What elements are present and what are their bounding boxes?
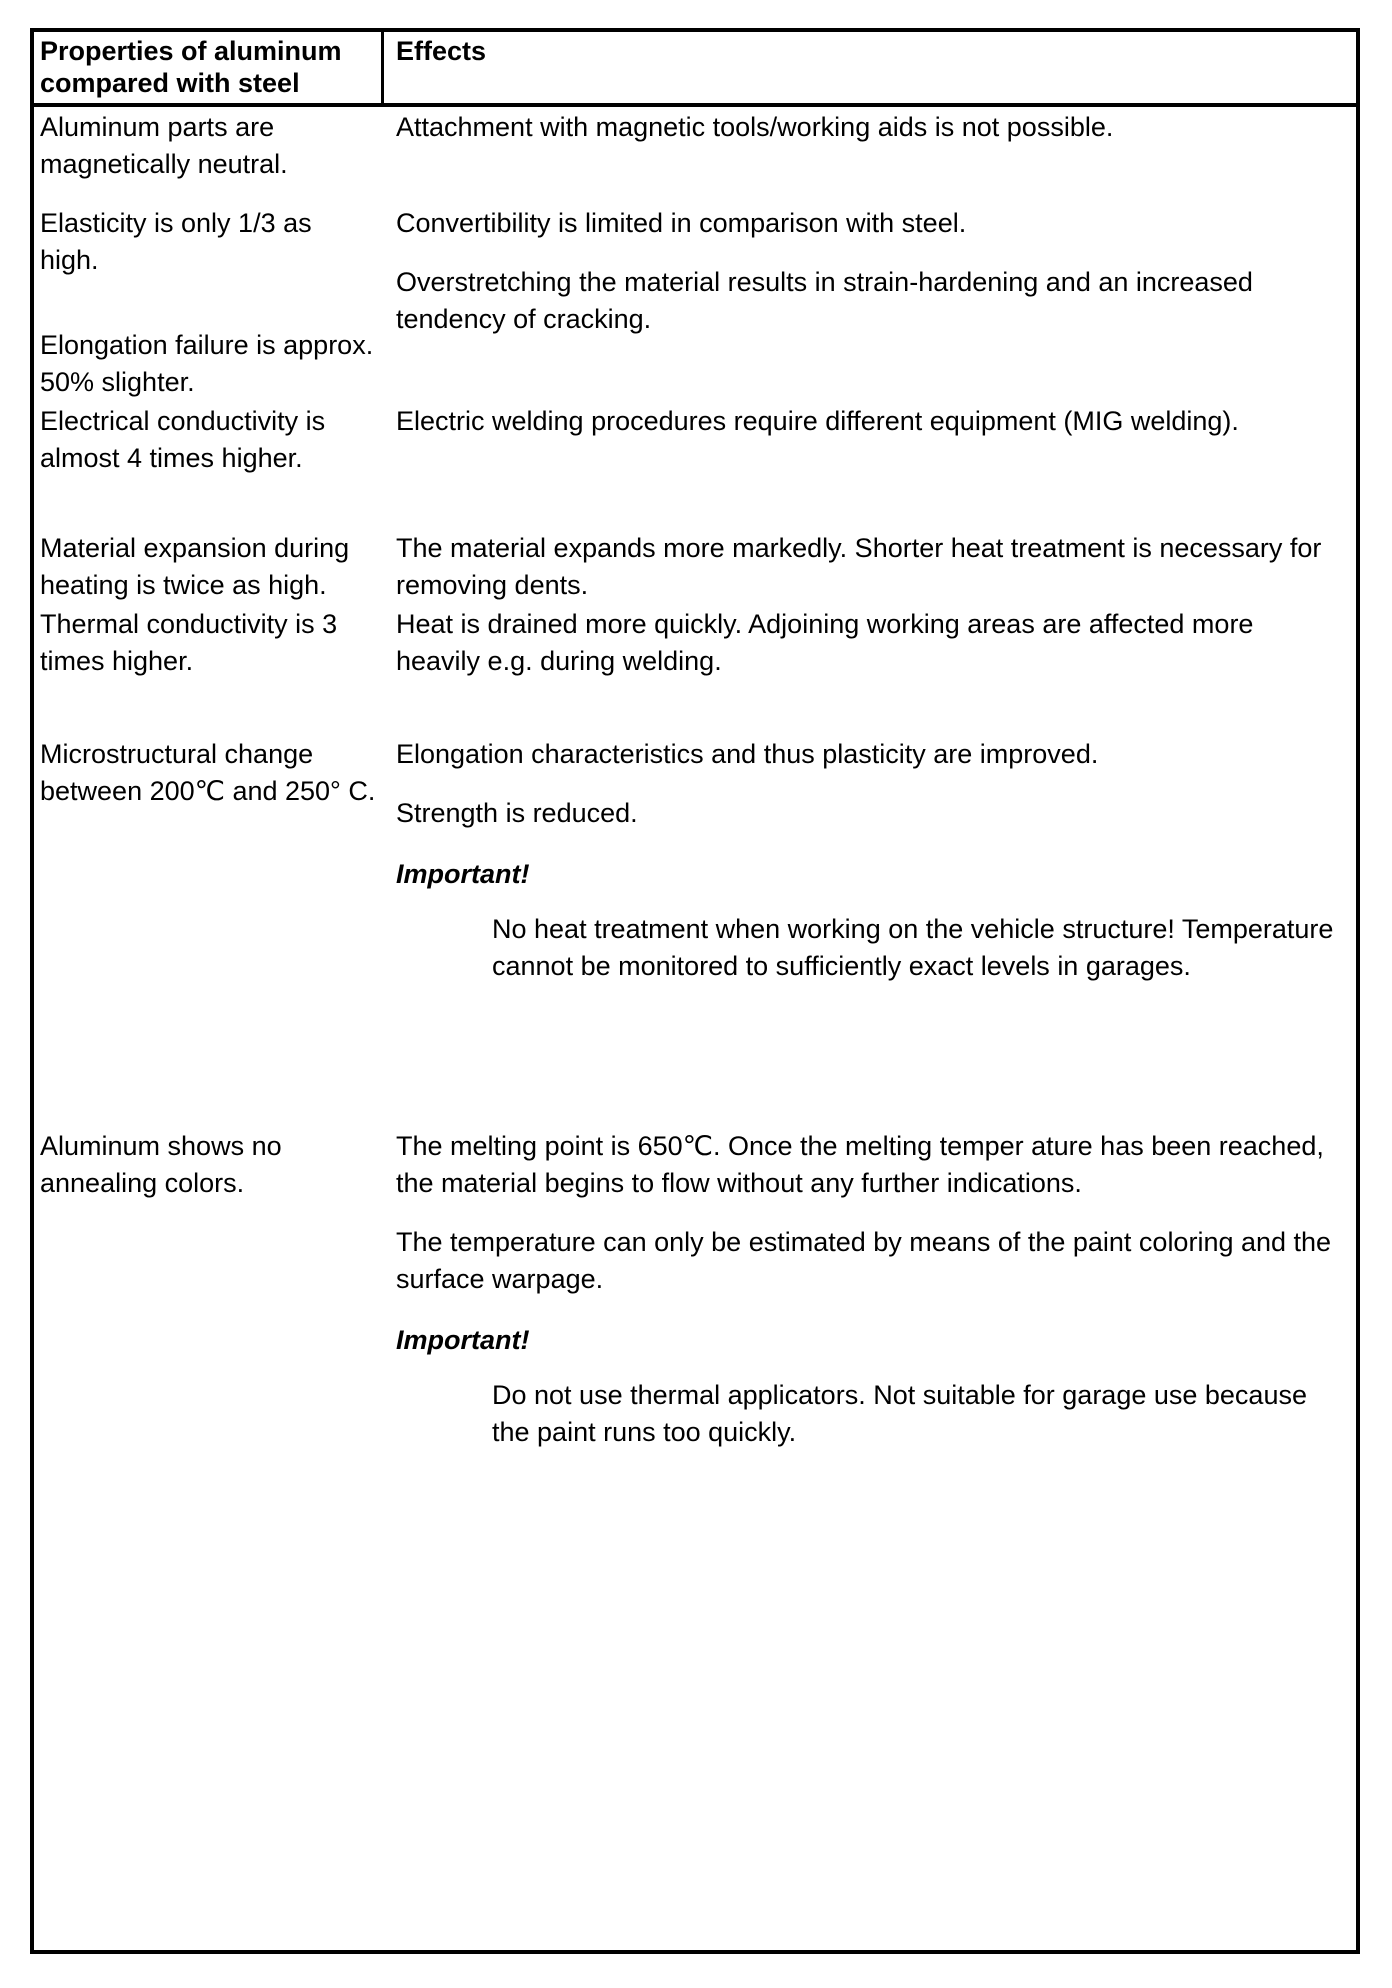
table-row-elasticity xyxy=(34,203,1356,401)
effects-cell xyxy=(384,734,1356,1126)
table-row-electrical-conductivity xyxy=(34,401,1356,528)
effect-text: The material expands more markedly. Shorter heat treatment is necessary for removing dents. xyxy=(396,533,1322,600)
effect-text: Elongation characteristics and thus plasticity are improved. xyxy=(396,739,1099,769)
effects-cell xyxy=(384,203,1356,401)
effects-cell xyxy=(384,1126,1356,1950)
effects-cell xyxy=(384,401,1356,528)
important-text: No heat treatment when working on the vehicle structure! Temperature cannot be monitored to sufficiently exact levels in garages. xyxy=(492,914,1334,981)
effects-cell xyxy=(384,528,1356,604)
table-row-thermal-conductivity xyxy=(34,604,1356,734)
important-text: Do not use thermal applicators. Not suitable for garage use because the paint runs too quickly. xyxy=(492,1380,1307,1447)
properties-effects-table xyxy=(30,28,1360,1954)
property-cell xyxy=(34,604,384,734)
effect-text: Attachment with magnetic tools/working aids is not possible. xyxy=(396,112,1114,142)
property-text: Aluminum parts are magnetically neutral. xyxy=(40,112,288,179)
important-label: Important! xyxy=(396,1325,530,1355)
effect-text: Heat is drained more quickly. Adjoining working areas are affected more heavily e.g. during welding. xyxy=(396,609,1254,676)
property-text: Microstructural change between 200℃ and 250° C. xyxy=(40,739,376,806)
effect-text: Electric welding procedures require different equipment (MIG welding). xyxy=(396,406,1239,436)
effects-cell xyxy=(384,604,1356,734)
effects-cell xyxy=(384,107,1356,203)
property-cell xyxy=(34,528,384,604)
effect-text: The temperature can only be estimated by means of the paint coloring and the surface warpage. xyxy=(396,1227,1332,1294)
property-text: Material expansion during heating is twice as high. xyxy=(40,533,350,600)
property-text: Electrical conductivity is almost 4 times higher. xyxy=(40,406,326,473)
effect-text: The melting point is 650℃. Once the melting temper ature has been reached, the material begins to flow without any further indications. xyxy=(396,1131,1324,1198)
important-label: Important! xyxy=(396,859,530,889)
property-cell xyxy=(34,1126,384,1950)
property-text: Aluminum shows no annealing colors. xyxy=(40,1131,282,1198)
table-row-magnetic xyxy=(34,107,1356,203)
table-row-annealing-colors xyxy=(34,1126,1356,1950)
property-cell xyxy=(34,401,384,528)
header-effects-column: Effects xyxy=(396,36,487,66)
property-text: Elongation failure is approx. 50% slighter. xyxy=(40,330,374,397)
effect-text: Overstretching the material results in strain-hardening and an increased tendency of cracking. xyxy=(396,267,1253,334)
effect-text: Strength is reduced. xyxy=(396,798,638,828)
property-text: Thermal conductivity is 3 times higher. xyxy=(40,609,338,676)
property-cell xyxy=(34,734,384,1126)
effect-text: Convertibility is limited in comparison with steel. xyxy=(396,208,967,238)
table-row-microstructural-change xyxy=(34,734,1356,1126)
property-text: Elasticity is only 1/3 as high. xyxy=(40,208,312,275)
table-row-material-expansion xyxy=(34,528,1356,604)
property-cell xyxy=(34,203,384,401)
table-header-row xyxy=(34,32,1356,107)
header-properties-column: Properties of aluminum compared with steel xyxy=(34,32,384,103)
property-cell xyxy=(34,107,384,203)
